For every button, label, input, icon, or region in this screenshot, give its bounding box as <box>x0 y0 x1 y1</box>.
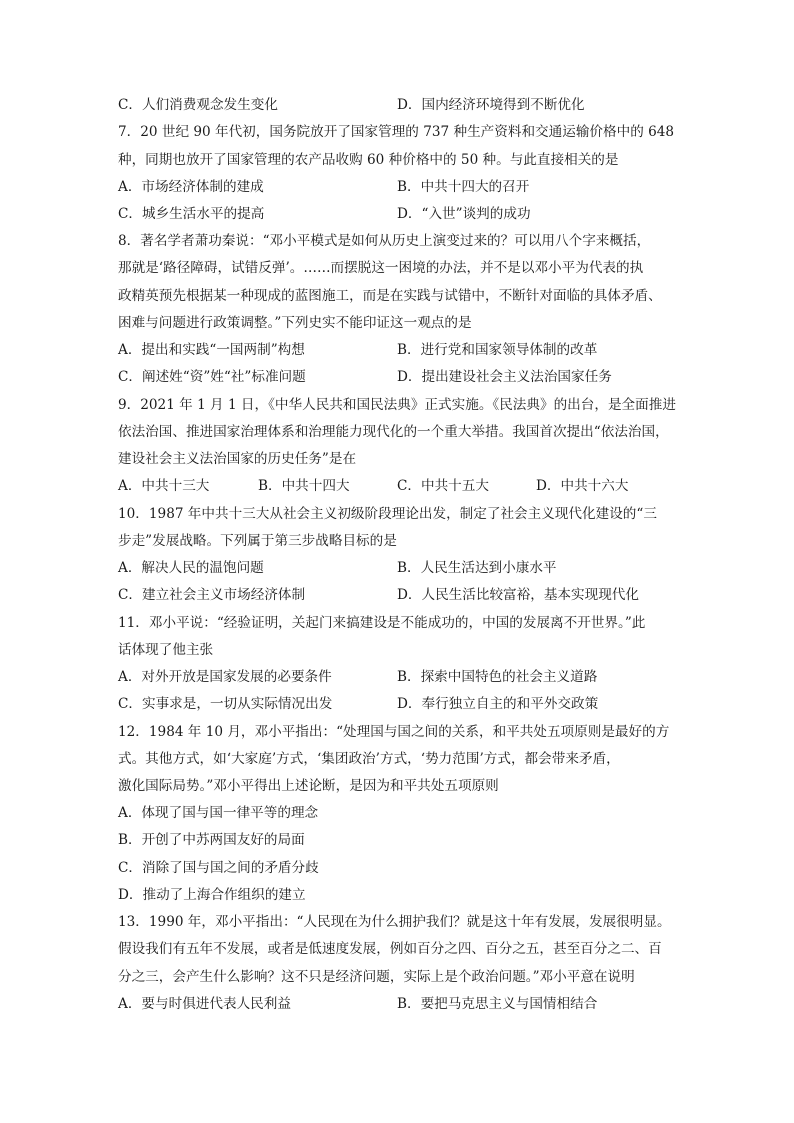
question-stem-line: 7．20 世纪 90 年代初，国务院放开了国家管理的 737 种生产资料和交通运输价格中的 648 <box>118 124 675 140</box>
option-c: C．中共十五大 <box>397 478 489 494</box>
option-b: B．开创了中苏两国友好的局面 <box>118 832 305 848</box>
question-stem-line: 困难与问题进行政策调整。”下列史实不能印证这一观点的是 <box>118 315 472 331</box>
question-stem-line: 话体现了他主张 <box>118 642 214 658</box>
question-stem-line: 假设我们有五年不发展，或者是低速度发展，例如百分之四、百分之五，甚至百分之二、百 <box>118 941 662 957</box>
option-a: A．要与时俱进代表人民利益 <box>118 996 291 1012</box>
option-d: D．国内经济环境得到不断优化 <box>397 97 585 113</box>
question-stem-line: 激化国际局势。”邓小平得出上述论断，是因为和平共处五项原则 <box>118 778 499 794</box>
option-a: A．体现了国与国一律平等的理念 <box>118 805 319 821</box>
option-a: A．解决人民的温饱问题 <box>118 560 264 576</box>
option-b: B．中共十四大 <box>258 478 350 494</box>
option-a: A．中共十三大 <box>118 478 210 494</box>
question-stem-line: 种，同期也放开了国家管理的农产品收购 60 种价格中的 50 种。与此直接相关的是 <box>118 152 619 168</box>
option-d: D．“入世”谈判的成功 <box>397 206 531 222</box>
option-b: B．探索中国特色的社会主义道路 <box>397 669 598 685</box>
question-stem-line: 建设社会主义法治国家的历史任务”是在 <box>118 451 357 467</box>
question-stem-line: 12．1984 年 10 月，邓小平指出：“处理国与国之间的关系，和平共处五项原则是最好的方 <box>118 724 670 740</box>
option-c: C．消除了国与国之间的矛盾分歧 <box>118 860 319 876</box>
option-c: C．城乡生活水平的提高 <box>118 206 265 222</box>
question-stem-line: 政精英预先根据某一种现成的蓝图施工，而是在实践与试错中，不断针对面临的具体矛盾、 <box>118 288 662 304</box>
question-stem-line: 13．1990 年，邓小平指出：“人民现在为什么拥护我们？就是这十年有发展，发展很明显。 <box>118 914 671 930</box>
option-c: C．实事求是，一切从实际情况出发 <box>118 696 333 712</box>
option-c: C．建立社会主义市场经济体制 <box>118 587 306 603</box>
option-d: D．人民生活比较富裕，基本实现现代化 <box>397 587 639 603</box>
question-stem-line: 步走”发展战略。下列属于第三步战略目标的是 <box>118 533 397 549</box>
option-d: D．推动了上海合作组织的建立 <box>118 887 306 903</box>
option-b: B．中共十四大的召开 <box>397 179 530 195</box>
option-b: B．要把马克思主义与国情相结合 <box>397 996 598 1012</box>
option-a: A．对外开放是国家发展的必要条件 <box>118 669 332 685</box>
option-c: C．人们消费观念发生变化 <box>118 97 278 113</box>
question-stem-line: 分之三，会产生什么影响？这不只是经济问题，实际上是个政治问题。”邓小平意在说明 <box>118 969 635 985</box>
question-stem-line: 依法治国、推进国家治理体系和治理能力现代化的一个重大举措。我国首次提出“依法治国， <box>118 424 669 440</box>
question-stem-line: 10．1987 年中共十三大从社会主义初级阶段理论出发，制定了社会主义现代化建设的“三 <box>118 506 657 522</box>
option-a: A．市场经济体制的建成 <box>118 179 264 195</box>
question-stem-line: 那就是‘路径障碍，试错反弹’。……而摆脱这一困境的办法，并不是以邓小平为代表的执 <box>118 260 644 276</box>
option-d: D．提出建设社会主义法治国家任务 <box>397 369 612 385</box>
question-stem-line: 8．著名学者萧功秦说：“邓小平模式是如何从历史上演变过来的？可以用八个字来概括， <box>118 233 651 249</box>
question-stem-line: 11．邓小平说：“经验证明，关起门来搞建设是不能成功的，中国的发展离不开世界。”此 <box>118 615 646 631</box>
option-c: C．阐述姓“资”姓“社”标准问题 <box>118 369 306 385</box>
option-d: D．奉行独立自主的和平外交政策 <box>397 696 599 712</box>
question-stem-line: 式。其他方式，如‘大家庭’方式，‘集团政治’方式，‘势力范围’方式，都会带来矛盾， <box>118 751 620 767</box>
option-b: B．人民生活达到小康水平 <box>397 560 557 576</box>
option-d: D．中共十六大 <box>536 478 629 494</box>
option-a: A．提出和实践“一国两制”构想 <box>118 342 305 358</box>
question-stem-line: 9．2021 年 1 月 1 日，《中华人民共和国民法典》正式实施。《民法典》的出台，是全面推进 <box>118 397 676 413</box>
option-b: B．进行党和国家领导体制的改革 <box>397 342 598 358</box>
